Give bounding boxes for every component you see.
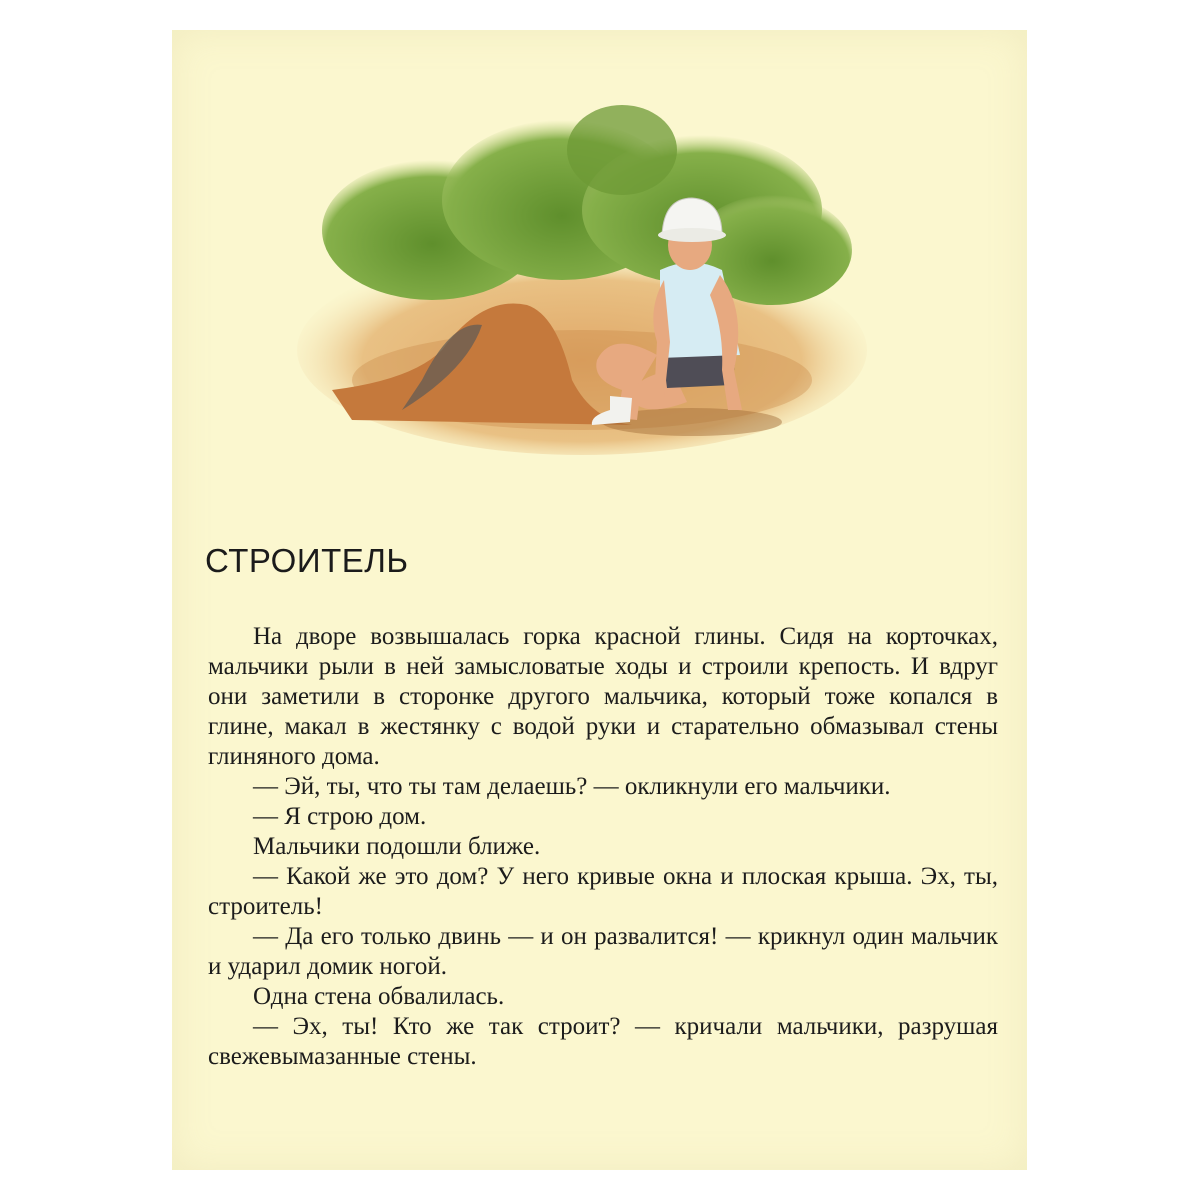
boy-hat-brim bbox=[658, 228, 726, 242]
story-text bbox=[208, 622, 998, 1072]
illustration-boy-with-clay bbox=[292, 80, 872, 460]
story-paragraph: — Я строю дом. bbox=[253, 803, 427, 830]
story-paragraph: Одна стена обвалилась. bbox=[253, 983, 505, 1010]
story-paragraph: — Эх, ты! Кто же так строит? — кричали мальчики, разрушая свежевымазанные стены. bbox=[208, 1013, 998, 1070]
bush bbox=[567, 105, 677, 195]
story-paragraph: — Эй, ты, что ты там делаешь? — окликнули его мальчики. bbox=[253, 773, 891, 800]
story-paragraph: — Да его только двинь — и он развалится! — крикнул один мальчик и ударил домик ногой. bbox=[208, 923, 998, 980]
story-paragraph: Мальчики подошли ближе. bbox=[253, 833, 541, 860]
book-page bbox=[172, 30, 1027, 1170]
story-title: СТРОИТЕЛЬ bbox=[205, 542, 409, 579]
story-paragraph: — Какой же это дом? У него кривые окна и плоская крыша. Эх, ты, строитель! bbox=[208, 863, 998, 920]
story-paragraph: На дворе возвышалась горка красной глины. Сидя на корточках, мальчики рыли в ней замысловатые ходы и строили крепость. И вдруг они заметили в сторонке другого мальчика, который тоже копался в глине, макал в жестянку с водой руки и старательно обмазывал стены глиняного дома. bbox=[208, 623, 998, 770]
